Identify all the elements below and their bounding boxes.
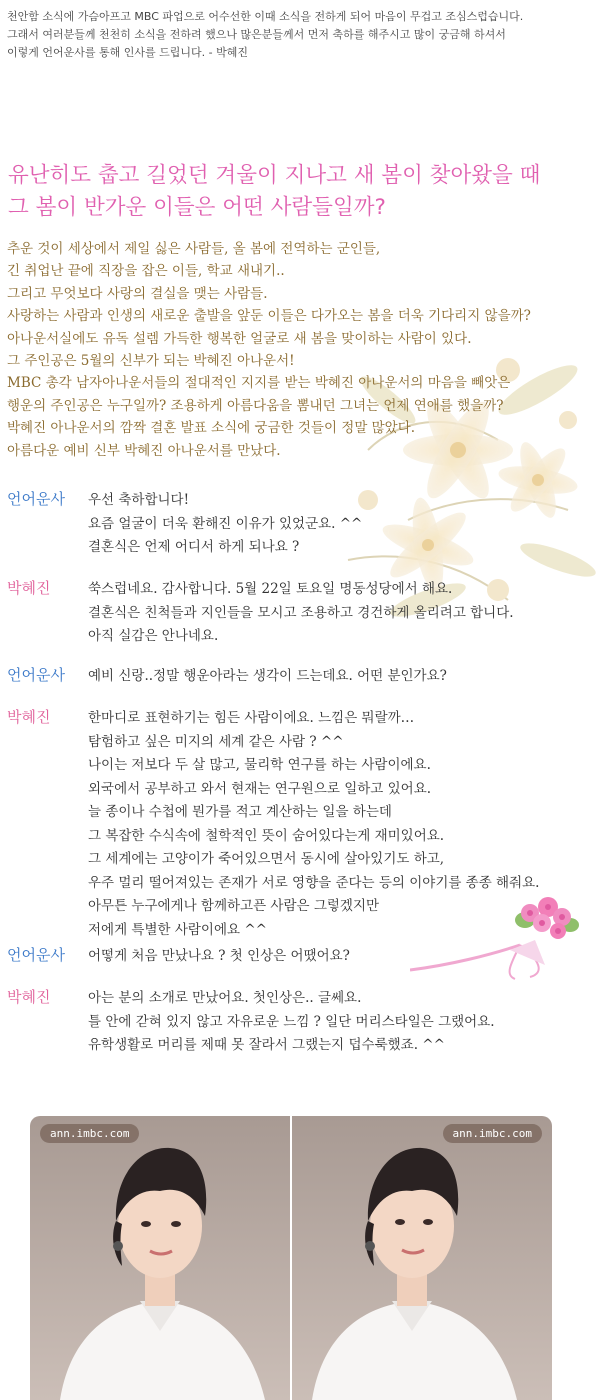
speaker-guest-name: 박혜진	[7, 579, 51, 597]
text-line: 결혼식은 언제 어디서 하게 되나요 ?	[88, 539, 300, 555]
intro-line: 긴 취업난 끝에 직장을 잡은 이들, 학교 새내기..	[7, 263, 285, 280]
text-line: 아는 분의 소개로 만났어요. 첫인상은.. 글쎄요.	[88, 990, 362, 1006]
notice-text	[7, 8, 597, 62]
intro-line: 그 주인공은 5월의 신부가 되는 박혜진 아나운서!	[7, 353, 295, 370]
headline	[8, 160, 598, 224]
portrait-illustration	[292, 1116, 552, 1400]
intro-line: 행운의 주인공은 누구일까? 조용하게 아름다움을 뽐내던 그녀는 언제 연애를 했을까?	[7, 397, 504, 414]
intro-line: 아나운서실에도 유독 설렘 가득한 행복한 얼굴로 새 봄을 맞이하는 사람이 있다.	[7, 330, 472, 347]
text-line: 아직 실감은 안나네요.	[88, 628, 219, 644]
text-line: 어떻게 처음 만났나요 ? 첫 인상은 어땠어요?	[88, 948, 350, 964]
intro-line: 그리고 무엇보다 사랑의 결실을 맺는 사람들.	[7, 285, 268, 302]
speaker-host-name: 언어운사	[7, 490, 65, 508]
intro-line: 아름다운 예비 신부 박혜진 아나운서를 만났다.	[7, 442, 281, 459]
intro-paragraph	[7, 238, 599, 462]
text-line: 그 복잡한 수식속에 철학적인 뜻이 숨어있다는게 재미있어요.	[88, 827, 445, 844]
intro-line: 박혜진 아나운서의 깜짝 결혼 발표 소식에 궁금한 것들이 정말 많았다.	[7, 420, 416, 437]
text-line: 나이는 저보다 두 살 많고, 물리학 연구를 하는 사람이에요.	[88, 757, 431, 773]
text-line: 쑥스럽네요. 감사합니다. 5월 22일 토요일 명동성당에서 해요.	[88, 581, 453, 597]
text-line: 우선 축하합니다!	[88, 492, 190, 508]
text-line: 한마디로 표현하기는 힘든 사람이에요. 느낌은 뭐랄까…	[88, 710, 415, 726]
text-line: 아무튼 누구에게나 함께하고픈 사람은 그렇겠지만	[88, 898, 380, 914]
answer-text	[88, 987, 598, 1058]
text-line: 그 세계에는 고양이가 죽어있으면서 동시에 살아있기도 하고,	[88, 851, 445, 867]
text-line: 우주 멀리 떨어져있는 존재가 서로 영향을 준다는 등의 이야기를 종종 해줘요.	[88, 874, 540, 891]
text-line: 외국에서 공부하고 와서 현재는 연구원으로 일하고 있어요.	[88, 780, 432, 797]
watermark-label: ann.imbc.com	[443, 1124, 542, 1143]
notice-line: 그래서 여러분들께 천천히 소식을 전하려 했으나 많은분들께서 먼저 축하를 해주시고 많이 궁금해 하셔서	[7, 28, 506, 41]
answer-text	[88, 578, 598, 649]
text-line: 늘 종이나 수첩에 뭔가를 적고 계산하는 일을 하는데	[88, 804, 392, 820]
intro-line: MBC 총각 남자아나운서들의 절대적인 지지를 받는 박혜진 아나운서의 마음을 빼앗은	[7, 375, 511, 392]
watermark-label: ann.imbc.com	[40, 1124, 139, 1143]
headline-line: 유난히도 춥고 길었던 겨울이 지나고 새 봄이 찾아왔을 때	[8, 163, 541, 188]
intro-line: 사랑하는 사람과 인생의 새로운 출발을 앞둔 이들은 다가오는 봄을 더욱 기다리지 않을까?	[7, 308, 531, 325]
portrait-illustration	[30, 1116, 290, 1400]
text-line: 저에게 특별한 사람이에요 ^^	[88, 921, 267, 938]
portrait-photo-right	[292, 1116, 552, 1400]
text-line: 예비 신랑..정말 행운아라는 생각이 드는데요. 어떤 분인가요?	[88, 668, 447, 684]
speaker-guest-name: 박혜진	[7, 988, 51, 1006]
rose-bouquet-decoration	[410, 895, 585, 980]
text-line: 탐험하고 싶은 미지의 세계 같은 사람 ? ^^	[88, 733, 344, 750]
speaker-host-name: 언어운사	[7, 946, 65, 964]
notice-line: 천안함 소식에 가슴아프고 MBC 파업으로 어수선한 이때 소식을 전하게 되어 마음이 무겁고 조심스럽습니다.	[7, 10, 524, 23]
portrait-photo-left	[30, 1116, 290, 1400]
intro-line: 추운 것이 세상에서 제일 싫은 사람들, 올 봄에 전역하는 군인들,	[7, 241, 381, 257]
notice-line: 이렇게 언어운사를 통해 인사를 드립니다. - 박혜진	[7, 46, 248, 59]
photo-strip	[30, 1116, 552, 1400]
text-line: 요즘 얼굴이 더욱 환해진 이유가 있었군요. ^^	[88, 515, 363, 532]
headline-line: 그 봄이 반가운 이들은 어떤 사람들일까?	[8, 195, 386, 220]
text-line: 유학생활로 머리를 제때 못 잘라서 그랬는지 덥수룩했죠. ^^	[88, 1037, 445, 1053]
speaker-guest-name: 박혜진	[7, 708, 51, 726]
speaker-host-name: 언어운사	[7, 666, 65, 684]
text-line: 결혼식은 친척들과 지인들을 모시고 조용하고 경건하게 올리려고 합니다.	[88, 604, 514, 621]
answer-text	[88, 665, 598, 689]
text-line: 틀 안에 갇혀 있지 않고 자유로운 느낌 ? 일단 머리스타일은 그랬어요.	[88, 1013, 495, 1030]
answer-text	[88, 489, 598, 560]
